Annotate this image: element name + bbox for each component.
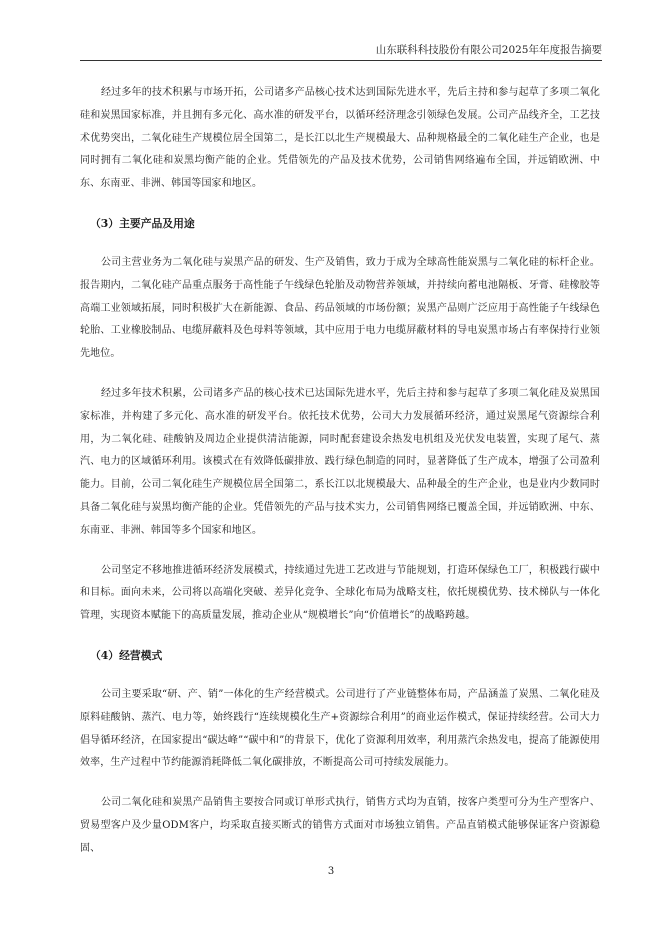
- page-number: 3: [327, 866, 335, 877]
- header-title: 山东联科科技股份有限公司2025年年度报告摘要: [375, 44, 602, 56]
- paragraph-strategy: 公司坚定不移地推进循环经济发展模式，持续通过先进工艺改进与节能规划，打造环保绿色工厂，积极践行碳中和目标。面向未来，公司将以高端化突破、差异化竞争、全球化布局为战略支柱，依托规模优势、技术梯队与一体化管理，实现资本赋能下的高质量发展，推动企业从“规模增长”向“价值增长”的战略跨越。: [80, 564, 600, 622]
- paragraph-production-model: 公司主要采取“研、产、销”一体化的生产经营模式。公司进行了产业链整体布局，产品涵盖了炭黑、二氧化硅及原料硅酸钠、蒸汽、电力等，始终践行“连续规模化生产+资源综合利用”的商业运作模式，保证持续经营。公司大力倡导循环经济，在国家提出“碳达峰”“碳中和”的背景下，优化了资源利用效率，利用蒸汽余热发电，提高了能源使用效率，生产过程中节约能源消耗降低二氧化碳排放，不断提高公司可持续发展能力。: [80, 688, 600, 769]
- page-body: [80, 82, 600, 878]
- paragraph-technology-advantage: 经过多年的技术积累与市场开拓，公司诸多产品核心技术达到国际先进水平，先后主持和参与起草了多项二氧化硅和炭黑国家标准，并且拥有多元化、高水准的研发平台，以循环经济理念引领绿色发展。公司产品线齐全，工艺技术优势突出，二氧化硅生产规模位居全国第二，是长江以北生产规模最大、品种规格最全的二氧化硅生产企业，也是同时拥有二氧化硅和炭黑均衡产能的企业。凭借领先的产品及技术优势，公司销售网络遍布全国，并远销欧洲、中东、东南亚、非洲、韩国等国家和地区。: [80, 87, 600, 190]
- paragraph-sales-model: 公司二氧化硅和炭黑产品销售主要按合同或订单形式执行，销售方式均为直销，按客户类型可分为生产型客户、贸易型客户及少量ODM客户，均采取直接买断式的销售方式面对市场独立销售。产品直销模式能够保证客户资源稳固、: [80, 797, 600, 854]
- paragraph-circular-economy: 经过多年技术积累，公司诸多产品的核心技术已达国际先进水平，先后主持和参与起草了多项二氧化硅及炭黑国家标准，并构建了多元化、高水准的研发平台。依托技术优势，公司大力发展循环经济，通过炭黑尾气资源综合利用，为二氧化硅、硅酸钠及周边企业提供清洁能源，同时配套建设余热发电机组及光伏发电装置，实现了尾气、蒸汽、电力的区域循环利用。该模式在有效降低碳排放、践行绿色制造的同时，显著降低了生产成本，增强了公司盈利能力。目前，公司二氧化硅生产规模位居全国第二，系长江以北规模最大、品种最全的生产企业，也是业内少数同时具备二氧化硅与炭黑均衡产能的企业。凭借领先的产品与技术实力，公司销售网络已覆盖全国，并远销欧洲、中东、东南亚、非洲、韩国等多个国家和地区。: [80, 387, 600, 536]
- section-heading-business-model: （4）经营模式: [90, 648, 163, 662]
- paragraph-main-business: 公司主营业务为二氧化硅与炭黑产品的研发、生产及销售，致力于成为全球高性能炭黑与二氧化硅的标杆企业。报告期内，二氧化硅产品重点服务于高性能子午线绿色轮胎及动物营养领域，并持续向蓄电池隔板、牙膏、硅橡胶等高端工业领域拓展，同时积极扩大在新能源、食品、药品领域的市场份额；炭黑产品则广泛应用于高性能子午线绿色轮胎、工业橡胶制品、电缆屏蔽料及色母料等领域，其中应用于电力电缆屏蔽材料的导电炭黑市场占有率保持行业领先地位。: [80, 256, 600, 360]
- section-heading-main-products: （3）主要产品及用途: [90, 216, 195, 230]
- page-header: [80, 40, 602, 61]
